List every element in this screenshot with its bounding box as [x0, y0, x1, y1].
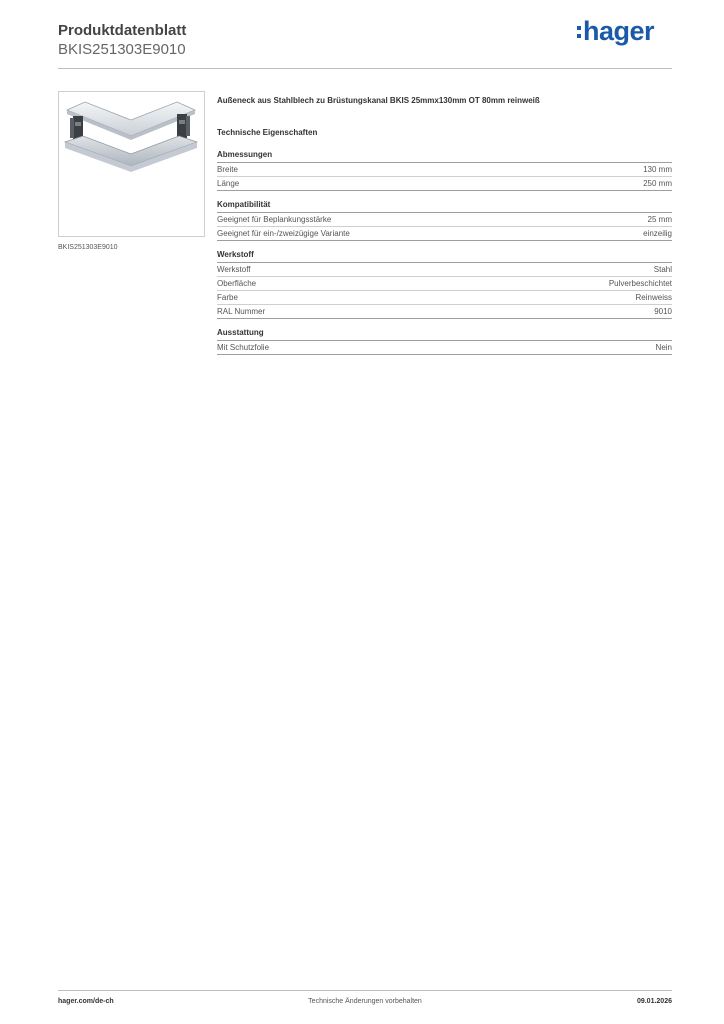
table-row	[217, 291, 672, 305]
product-image	[58, 91, 205, 237]
row-value: 130 mm	[643, 165, 672, 174]
table-row	[217, 163, 672, 177]
row-label: Mit Schutzfolie	[217, 343, 270, 352]
hager-logo	[577, 16, 654, 47]
footer-disclaimer: Technische Änderungen vorbehalten	[308, 998, 422, 1005]
footer-website-link[interactable]: hager.com/de-ch	[58, 998, 114, 1005]
table-row	[217, 213, 672, 227]
corner-duct-icon	[59, 92, 204, 236]
row-value: 250 mm	[643, 179, 672, 188]
header-divider	[58, 68, 672, 69]
table-row	[217, 305, 672, 319]
section-werkstoff	[217, 249, 672, 319]
row-label: RAL Nummer	[217, 307, 266, 316]
section-title: Abmessungen	[217, 149, 672, 163]
document-title: Produktdatenblatt	[58, 22, 187, 39]
row-value: Reinweiss	[635, 293, 672, 302]
logo-text: hager	[582, 16, 654, 46]
row-value: Stahl	[653, 265, 672, 274]
row-label: Farbe	[217, 293, 238, 302]
product-content	[217, 96, 672, 363]
logo-dots-icon	[577, 24, 581, 40]
row-label: Geeignet für ein-/zweizügige Variante	[217, 229, 350, 238]
document-header	[58, 22, 186, 59]
row-value: einzeilig	[643, 229, 672, 238]
row-value: Nein	[655, 343, 672, 352]
section-title: Ausstattung	[217, 327, 672, 341]
table-row	[217, 227, 672, 241]
tech-properties-heading: Technische Eigenschaften	[217, 128, 318, 137]
image-caption: BKIS251303E9010	[58, 244, 118, 251]
row-label: Werkstoff	[217, 265, 251, 274]
table-row	[217, 263, 672, 277]
section-title: Kompatibilität	[217, 199, 672, 213]
section-title: Werkstoff	[217, 249, 672, 263]
row-value: Pulverbeschichtet	[608, 279, 672, 288]
product-description: Außeneck aus Stahlblech zu Brüstungskanal BKIS 25mmx130mm OT 80mm reinweiß	[217, 96, 540, 105]
row-label: Länge	[217, 179, 240, 188]
section-kompatibilitaet	[217, 199, 672, 241]
section-ausstattung	[217, 327, 672, 355]
document-subtitle: BKIS251303E9010	[58, 41, 186, 58]
row-label: Breite	[217, 165, 238, 174]
section-abmessungen	[217, 149, 672, 191]
footer-date: 09.01.2026	[636, 998, 672, 1005]
table-row	[217, 177, 672, 191]
row-value: 9010	[654, 307, 672, 316]
row-value: 25 mm	[647, 215, 672, 224]
table-row	[217, 277, 672, 291]
footer-divider	[58, 990, 672, 991]
table-row	[217, 341, 672, 355]
row-label: Geeignet für Beplankungsstärke	[217, 215, 332, 224]
row-label: Oberfläche	[217, 279, 257, 288]
